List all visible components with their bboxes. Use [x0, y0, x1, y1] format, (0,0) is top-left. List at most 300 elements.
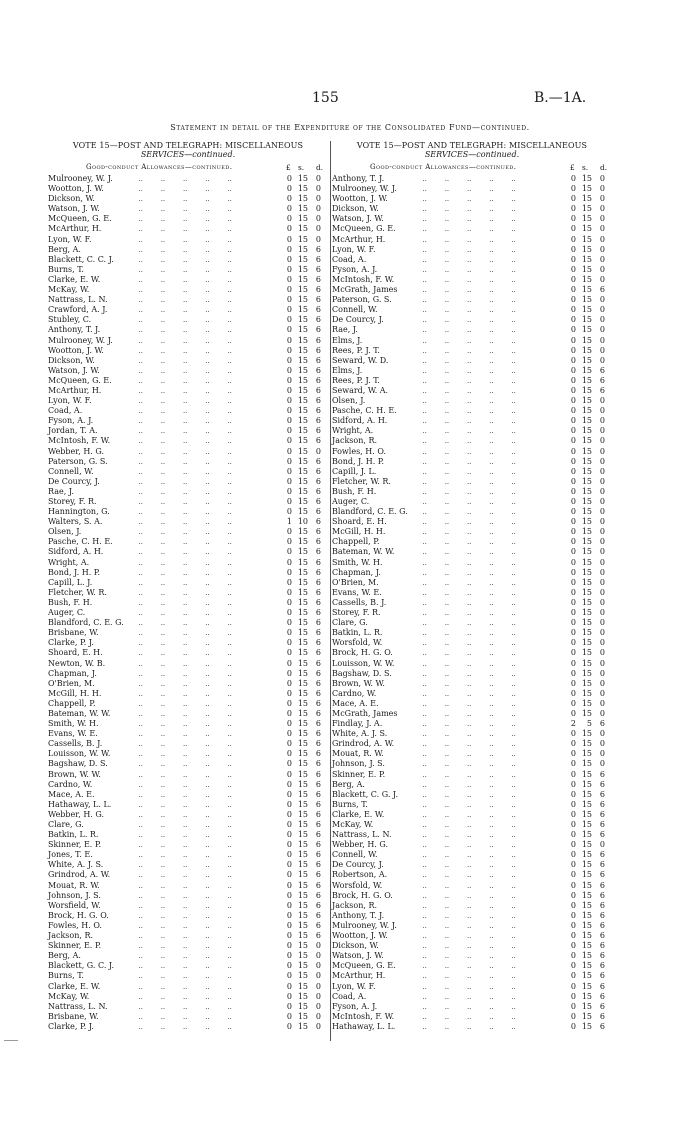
amount-pounds: 0: [570, 910, 576, 920]
amount-pounds: 0: [286, 890, 292, 900]
amount-pounds: 0: [570, 759, 576, 769]
amount-pence: 6: [315, 648, 321, 658]
amount-pounds: 0: [570, 880, 576, 890]
allowance-row: [48, 810, 328, 820]
leader-dots: .. .. .. .. ..: [134, 265, 232, 274]
payee-name: Capill, J. L.: [332, 466, 377, 476]
amount-pounds: 0: [286, 920, 292, 930]
amount-shillings: 15: [297, 1001, 308, 1011]
payee-name: Skinner, E. P.: [332, 769, 386, 779]
amount-pence: 0: [599, 264, 605, 274]
amount-pence: 0: [599, 678, 605, 688]
amount-shillings: 15: [581, 638, 592, 648]
amount-shillings: 15: [297, 234, 308, 244]
amount-pounds: 0: [570, 799, 576, 809]
amount-pounds: 0: [570, 507, 576, 517]
amount-pence: 6: [599, 779, 605, 789]
leader-dots: .. .. .. .. ..: [418, 225, 516, 234]
amount-shillings: 15: [581, 941, 592, 951]
amount-shillings: 15: [297, 991, 308, 1001]
shillings-header: s.: [298, 163, 305, 172]
payee-name: Chappell, P.: [332, 537, 380, 547]
amount-pounds: 0: [286, 971, 292, 981]
amount-pounds: 0: [286, 658, 292, 668]
leader-dots: .. .. .. .. ..: [418, 1022, 516, 1031]
amount-shillings: 15: [581, 587, 592, 597]
amount-pence: 6: [315, 658, 321, 668]
allowance-row: [332, 426, 612, 436]
amount-shillings: 15: [297, 375, 308, 385]
amount-pence: 0: [599, 587, 605, 597]
amount-shillings: 15: [581, 658, 592, 668]
amount-shillings: 15: [581, 355, 592, 365]
leader-dots: .. .. .. .. ..: [418, 275, 516, 284]
amount-shillings: 15: [581, 254, 592, 264]
amount-pounds: 0: [286, 840, 292, 850]
leader-dots: .. .. .. .. ..: [418, 356, 516, 365]
amount-pence: 6: [315, 305, 321, 315]
payee-name: Mouat, R. W.: [48, 880, 100, 890]
allowance-row: [48, 739, 328, 749]
leader-dots: .. .. .. .. ..: [418, 336, 516, 345]
leader-dots: .. .. .. .. ..: [418, 740, 516, 749]
amount-pounds: 0: [570, 809, 576, 819]
payee-name: Mouat, R. W.: [332, 749, 384, 759]
shillings-header: s.: [582, 163, 589, 172]
amount-pounds: 0: [286, 204, 292, 214]
amount-shillings: 15: [581, 507, 592, 517]
leader-dots: .. .. .. .. ..: [134, 588, 232, 597]
payee-name: Chapman, J.: [48, 668, 97, 678]
amount-pounds: 0: [286, 618, 292, 628]
payee-name: McGrath, James: [332, 285, 398, 295]
payee-name: Brown, W. W.: [332, 678, 385, 688]
amount-shillings: 15: [297, 769, 308, 779]
payee-name: Walters, S. A.: [48, 517, 103, 527]
amount-pence: 0: [599, 194, 605, 204]
amount-shillings: 15: [581, 1011, 592, 1021]
section-title: Good-conduct Allowances—continued.: [370, 163, 517, 171]
leader-dots: .. .. .. .. ..: [134, 386, 232, 395]
payee-name: Jackson, R.: [332, 436, 378, 446]
payee-name: Sidford, A. H.: [332, 416, 388, 426]
amount-shillings: 15: [297, 971, 308, 981]
leader-dots: .. .. .. .. ..: [418, 851, 516, 860]
payee-name: Evans, W. E.: [48, 729, 98, 739]
amount-pounds: 0: [570, 729, 576, 739]
allowance-row: [332, 931, 612, 941]
amount-pence: 0: [599, 436, 605, 446]
amount-pounds: 0: [286, 234, 292, 244]
leader-dots: .. .. .. .. ..: [134, 215, 232, 224]
leader-dots: .. .. .. .. ..: [134, 921, 232, 930]
amount-pounds: 0: [286, 880, 292, 890]
amount-pence: 6: [315, 335, 321, 345]
amount-pence: 6: [315, 325, 321, 335]
amount-pounds: 0: [286, 345, 292, 355]
amount-pounds: 0: [570, 961, 576, 971]
allowance-row: [332, 648, 612, 658]
amount-pence: 0: [599, 527, 605, 537]
amount-pence: 6: [315, 920, 321, 930]
amount-pounds: 0: [570, 820, 576, 829]
amount-pence: 6: [315, 688, 321, 698]
allowance-row: [332, 578, 612, 588]
allowance-row: [332, 295, 612, 305]
amount-pounds: 0: [570, 416, 576, 426]
leader-dots: .. .. .. .. ..: [134, 457, 232, 466]
allowance-row: [332, 759, 612, 769]
amount-pence: 6: [315, 587, 321, 597]
payee-name: Fyson, A. J.: [332, 1001, 378, 1011]
allowance-row: [48, 477, 328, 487]
leader-dots: .. .. .. .. ..: [134, 296, 232, 305]
amount-shillings: 15: [297, 406, 308, 416]
allowance-row: [48, 396, 328, 406]
amount-pence: 0: [599, 729, 605, 739]
amount-pounds: 0: [286, 870, 292, 880]
payee-name: Wootton, J. W.: [48, 184, 104, 194]
allowance-row: [48, 295, 328, 305]
amount-shillings: 15: [581, 335, 592, 345]
amount-shillings: 15: [581, 688, 592, 698]
amount-pence: 0: [599, 628, 605, 638]
allowance-row: [332, 659, 612, 669]
payee-name: Findlay, J. A.: [332, 719, 383, 729]
allowance-row: [332, 275, 612, 285]
amount-shillings: 15: [581, 305, 592, 315]
allowance-row: [332, 1022, 612, 1032]
leader-dots: .. .. .. .. ..: [134, 548, 232, 557]
amount-pence: 0: [599, 214, 605, 224]
leader-dots: .. .. .. .. ..: [418, 609, 516, 618]
payee-name: Mulrooney, W. J.: [48, 174, 113, 183]
payee-name: Coad, A.: [48, 406, 83, 416]
amount-shillings: 15: [297, 416, 308, 426]
leader-dots: .. .. .. .. ..: [134, 316, 232, 325]
amount-shillings: 15: [581, 870, 592, 880]
amount-pence: 6: [315, 456, 321, 466]
leader-dots: .. .. .. .. ..: [418, 518, 516, 527]
allowance-row: [332, 245, 612, 255]
amount-pounds: 0: [286, 315, 292, 325]
allowance-row: [48, 214, 328, 224]
leader-dots: .. .. .. .. ..: [418, 770, 516, 779]
amount-pence: 0: [315, 951, 321, 961]
allowance-row: [48, 507, 328, 517]
payee-name: Bagshaw, D. S.: [332, 668, 392, 678]
amount-shillings: 15: [581, 779, 592, 789]
payee-name: O'Brien, M.: [332, 577, 379, 587]
allowance-row: [48, 850, 328, 860]
amount-shillings: 15: [297, 537, 308, 547]
payee-name: Chapman, J.: [332, 567, 381, 577]
payee-name: Seward, W. D.: [332, 355, 389, 365]
amount-shillings: 15: [297, 264, 308, 274]
allowance-row: [332, 840, 612, 850]
allowance-row: [332, 255, 612, 265]
amount-pence: 0: [599, 698, 605, 708]
amount-pence: 0: [315, 1011, 321, 1021]
amount-pence: 6: [315, 597, 321, 607]
amount-pounds: 0: [286, 678, 292, 688]
amount-pence: 0: [315, 1021, 321, 1031]
amount-shillings: 15: [297, 951, 308, 961]
amount-pounds: 0: [570, 335, 576, 345]
allowance-row: [332, 204, 612, 214]
leader-dots: .. .. .. .. ..: [134, 407, 232, 416]
amount-shillings: 15: [581, 880, 592, 890]
allowance-row: [48, 749, 328, 759]
leader-dots: .. .. .. .. ..: [134, 810, 232, 819]
amount-shillings: 15: [581, 1001, 592, 1011]
amount-pounds: 0: [570, 597, 576, 607]
amount-shillings: 15: [297, 719, 308, 729]
payee-name: Hathaway, L. L.: [48, 799, 112, 809]
leader-dots: .. .. .. .. ..: [418, 498, 516, 506]
payee-name: Smith, W. H.: [332, 557, 383, 567]
amount-shillings: 15: [297, 285, 308, 295]
amount-pounds: 0: [570, 184, 576, 194]
leader-dots: .. .. .. .. ..: [418, 185, 516, 194]
amount-pence: 0: [599, 597, 605, 607]
amount-pounds: 0: [570, 890, 576, 900]
payee-name: Mulrooney, W. J.: [332, 920, 397, 930]
amount-pence: 6: [315, 476, 321, 486]
amount-pence: 6: [315, 355, 321, 365]
payee-name: Jordan, T. A.: [48, 426, 98, 436]
leader-dots: .. .. .. .. ..: [134, 952, 232, 961]
amount-pence: 6: [599, 971, 605, 981]
amount-pence: 6: [599, 961, 605, 971]
payee-name: McIntosh, F. W.: [332, 1011, 395, 1021]
amount-pence: 0: [599, 335, 605, 345]
leader-dots: .. .. .. .. ..: [134, 427, 232, 436]
amount-shillings: 15: [581, 678, 592, 688]
leader-dots: .. .. .. .. ..: [418, 730, 516, 739]
amount-pounds: 0: [570, 497, 576, 506]
amount-pence: 0: [599, 840, 605, 850]
amount-pounds: 0: [570, 456, 576, 466]
allowance-row: [332, 992, 612, 1002]
leader-dots: .. .. .. .. ..: [418, 709, 516, 718]
amount-pounds: 0: [570, 587, 576, 597]
leader-dots: .. .. .. .. ..: [134, 1012, 232, 1021]
payee-name: Wootton, J. W.: [332, 931, 388, 941]
leader-dots: .. .. .. .. ..: [134, 356, 232, 365]
leader-dots: .. .. .. .. ..: [418, 689, 516, 698]
amount-shillings: 15: [581, 486, 592, 496]
payee-name: Johnson, J. S.: [332, 759, 385, 769]
allowance-row: [332, 537, 612, 547]
allowance-row: [332, 870, 612, 880]
leader-dots: .. .. .. .. ..: [134, 800, 232, 809]
amount-pence: 0: [315, 214, 321, 224]
amount-pounds: 0: [570, 668, 576, 678]
allowance-row: [48, 265, 328, 275]
allowance-row: [332, 235, 612, 245]
amount-shillings: 15: [297, 365, 308, 375]
amount-pounds: 0: [286, 335, 292, 345]
amount-shillings: 15: [297, 890, 308, 900]
amount-shillings: 15: [581, 789, 592, 799]
leader-dots: .. .. .. .. ..: [418, 255, 516, 264]
amount-pounds: 0: [286, 385, 292, 395]
allowance-row: [48, 982, 328, 992]
leader-dots: .. .. .. .. ..: [134, 195, 232, 204]
amount-pence: 6: [315, 860, 321, 870]
allowance-row: [48, 901, 328, 911]
allowance-row: [48, 487, 328, 497]
amount-pence: 6: [315, 517, 321, 527]
leader-dots: .. .. .. .. ..: [418, 810, 516, 819]
amount-pence: 6: [315, 809, 321, 819]
leader-dots: .. .. .. .. ..: [418, 992, 516, 1001]
leader-dots: .. .. .. .. ..: [418, 235, 516, 244]
amount-pence: 0: [315, 971, 321, 981]
leader-dots: .. .. .. .. ..: [418, 376, 516, 385]
payee-name: Burns, T.: [48, 971, 84, 981]
leader-dots: .. .. .. .. ..: [134, 578, 232, 587]
payee-name: McQueen, G. E.: [48, 214, 112, 224]
amount-pence: 6: [315, 799, 321, 809]
leader-dots: .. .. .. .. ..: [134, 659, 232, 668]
leader-dots: .. .. .. .. ..: [418, 316, 516, 325]
leader-dots: .. .. .. .. ..: [134, 629, 232, 638]
leader-dots: .. .. .. .. ..: [134, 972, 232, 981]
payee-name: Berg, A.: [332, 779, 365, 789]
amount-pence: 6: [315, 416, 321, 426]
leader-dots: .. .. .. .. ..: [418, 962, 516, 971]
amount-shillings: 15: [581, 274, 592, 284]
amount-shillings: 15: [297, 799, 308, 809]
amount-pence: 0: [599, 396, 605, 406]
leader-dots: .. .. .. .. ..: [134, 366, 232, 375]
allowance-row: [332, 396, 612, 406]
amount-shillings: 15: [581, 759, 592, 769]
amount-shillings: 15: [297, 224, 308, 234]
allowance-row: [48, 366, 328, 376]
amount-shillings: 15: [297, 194, 308, 204]
leader-dots: .. .. .. .. ..: [418, 952, 516, 961]
amount-pence: 0: [599, 486, 605, 496]
allowance-row: [48, 436, 328, 446]
amount-pounds: 0: [570, 900, 576, 910]
amount-pounds: 0: [286, 850, 292, 860]
leader-dots: .. .. .. .. ..: [134, 417, 232, 426]
amount-pence: 0: [599, 688, 605, 698]
payee-name: Paterson, G. S.: [48, 456, 108, 466]
allowance-row: [48, 315, 328, 325]
amount-shillings: 15: [581, 618, 592, 628]
leader-dots: .. .. .. .. ..: [418, 1012, 516, 1021]
amount-pounds: 0: [570, 971, 576, 981]
amount-shillings: 15: [581, 597, 592, 607]
payee-name: Auger, C.: [48, 608, 86, 618]
amount-pounds: 0: [570, 739, 576, 749]
allowance-row: [332, 820, 612, 830]
allowance-row: [48, 699, 328, 709]
payee-name: McArthur, H.: [48, 224, 102, 234]
amount-pounds: 0: [286, 567, 292, 577]
payee-name: Clarke, P. J.: [48, 1021, 94, 1031]
amount-shillings: 15: [297, 1011, 308, 1021]
amount-pounds: 0: [286, 486, 292, 496]
amount-pence: 6: [315, 820, 321, 829]
pence-header: d.: [316, 163, 324, 172]
payee-name: Louisson, W. W.: [332, 658, 395, 668]
amount-pounds: 0: [286, 961, 292, 971]
amount-pounds: 0: [286, 628, 292, 638]
amount-pounds: 0: [286, 900, 292, 910]
payee-name: McKay, W.: [48, 285, 90, 295]
amount-pounds: 0: [570, 870, 576, 880]
amount-pence: 0: [599, 517, 605, 527]
leader-dots: .. .. .. .. ..: [134, 962, 232, 971]
leader-dots: .. .. .. .. ..: [418, 831, 516, 840]
amount-pounds: 0: [570, 981, 576, 991]
leader-dots: .. .. .. .. ..: [418, 1002, 516, 1011]
amount-pounds: 0: [286, 789, 292, 799]
allowance-row: [332, 558, 612, 568]
payee-name: Worsfield, W.: [48, 900, 101, 910]
payee-name: Brock, H. G. O.: [48, 910, 109, 920]
amount-pence: 0: [599, 749, 605, 759]
leader-dots: .. .. .. .. ..: [134, 477, 232, 486]
payee-name: Coad, A.: [332, 254, 367, 264]
leader-dots: .. .. .. .. ..: [134, 175, 232, 183]
payee-name: Berg, A.: [48, 951, 81, 961]
allowance-row: [332, 346, 612, 356]
amount-shillings: 15: [581, 749, 592, 759]
payee-name: Lyon, W. F.: [48, 234, 92, 244]
amount-pence: 6: [599, 941, 605, 951]
allowance-row: [332, 971, 612, 981]
amount-pounds: 0: [570, 406, 576, 416]
allowance-row: [332, 719, 612, 729]
allowance-row: [48, 204, 328, 214]
amount-pounds: 1: [286, 517, 292, 527]
amount-pence: 6: [315, 890, 321, 900]
payee-name: Rees, P. J. T.: [332, 345, 380, 355]
payee-name: Elms, J.: [332, 335, 363, 345]
payee-name: Jones, T. E.: [48, 850, 93, 860]
amount-shillings: 15: [297, 920, 308, 930]
amount-pounds: 0: [286, 688, 292, 698]
allowance-row: [48, 790, 328, 800]
amount-shillings: 15: [581, 860, 592, 870]
amount-pence: 6: [599, 850, 605, 860]
amount-pounds: 0: [570, 194, 576, 204]
leader-dots: .. .. .. .. ..: [134, 992, 232, 1001]
leader-dots: .. .. .. .. ..: [418, 982, 516, 991]
leader-dots: .. .. .. .. ..: [134, 538, 232, 547]
amount-pounds: 0: [286, 759, 292, 769]
amount-pounds: 0: [570, 941, 576, 951]
leader-dots: .. .. .. .. ..: [418, 598, 516, 607]
allowance-row: [48, 709, 328, 719]
payee-name: Worsfold, W.: [332, 638, 383, 648]
amount-shillings: 15: [581, 739, 592, 749]
amount-shillings: 15: [297, 981, 308, 991]
allowance-row: [332, 588, 612, 598]
amount-pence: 6: [315, 547, 321, 557]
leader-dots: .. .. .. .. ..: [418, 790, 516, 799]
amount-shillings: 15: [581, 769, 592, 779]
amount-shillings: 15: [297, 385, 308, 395]
amount-shillings: 15: [581, 194, 592, 204]
amount-pounds: 0: [570, 769, 576, 779]
